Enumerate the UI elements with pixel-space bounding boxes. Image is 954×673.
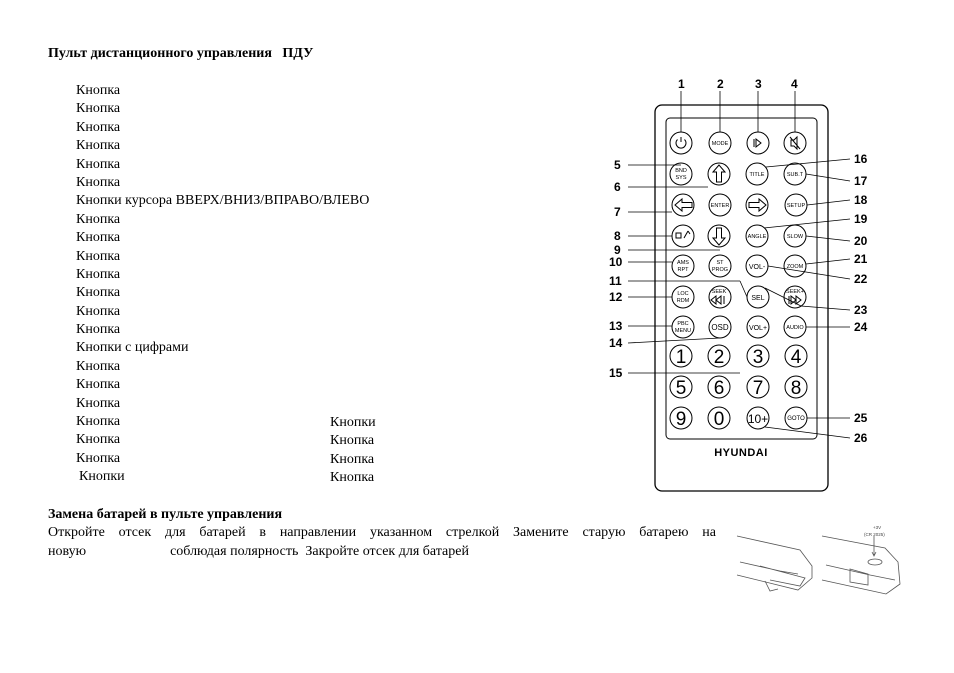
rpt-label: RPT: [677, 267, 689, 273]
callout-11: 11: [609, 274, 622, 288]
ams-rpt-button: [672, 255, 694, 277]
brand-logo: HYUNDAI: [714, 447, 768, 459]
list-item: Кнопка: [76, 432, 121, 448]
callout-15: 15: [609, 366, 623, 380]
digit-2-label: 2: [713, 347, 725, 368]
list-item: Кнопка: [76, 156, 121, 172]
callout-16: 16: [854, 152, 868, 166]
digit-3-label: 3: [752, 347, 764, 368]
battery-instructions-line-2: новую соблюдая полярность Закройте отсек для батарей: [48, 544, 469, 559]
instruction-word: стрелкой: [445, 525, 500, 540]
page-title: Пульт дистанционного управления ПДУ: [48, 46, 314, 61]
digit-0-label: 0: [713, 409, 725, 430]
pbc-label: PBC: [677, 321, 689, 327]
loc-label: LOC: [677, 291, 689, 297]
battery-illustration: [730, 520, 910, 600]
callout-5: 5: [614, 158, 621, 172]
instruction-word: для: [165, 525, 186, 540]
digit-1-label: 1: [675, 347, 687, 368]
rdm-label: RDM: [676, 298, 690, 304]
callout-21: 21: [854, 252, 868, 266]
callout-1: 1: [678, 77, 685, 91]
power-button: [670, 132, 692, 154]
list-item: Кнопка: [76, 101, 121, 117]
zoom-label: ZOOM: [786, 264, 804, 270]
battery-instructions-line-1: [48, 525, 716, 541]
list-item: Кнопки: [79, 469, 125, 485]
digit-7-label: 7: [752, 378, 764, 399]
menu-label: MENU: [674, 328, 692, 334]
mode-label: MODE: [711, 141, 729, 147]
digit-4-label: 4: [790, 347, 802, 368]
vol-minus-label: VOL-: [748, 264, 766, 271]
instruction-word: направлении: [279, 525, 357, 540]
list-item: Кнопка: [76, 119, 121, 135]
stop-return-button: [672, 225, 694, 247]
callout-14: 14: [609, 336, 623, 350]
list-item: Кнопка: [76, 322, 121, 338]
subt-label: SUB.T: [786, 172, 804, 178]
ams-label: AMS: [677, 260, 689, 266]
callout-26: 26: [854, 431, 868, 445]
instruction-word: старую: [582, 525, 626, 540]
callout-24: 24: [854, 320, 868, 334]
instruction-word: Откройте: [48, 525, 105, 540]
list-item: Кнопки с цифрами: [76, 340, 189, 356]
ten-plus-label: 10+: [747, 412, 769, 426]
callout-13: 13: [609, 319, 623, 333]
digit-9-label: 9: [675, 409, 687, 430]
title-label: TITLE: [749, 172, 765, 178]
slow-label: SLOW: [786, 234, 804, 240]
battery-coin-icon: [868, 559, 882, 565]
callout-23: 23: [854, 303, 868, 317]
digit-6-label: 6: [713, 378, 725, 399]
callout-20: 20: [854, 234, 868, 248]
remote-control-diagram: [600, 70, 900, 500]
instruction-word: указанном: [369, 525, 433, 540]
enter-label: ENTER: [710, 203, 730, 209]
list-item: Кнопка: [76, 450, 121, 466]
callout-6: 6: [614, 180, 621, 194]
instruction-word: Замените: [513, 525, 569, 540]
button-list-second-column: [330, 414, 376, 488]
vol-plus-label: VOL+: [748, 325, 768, 332]
battery-model-label: (CR 2025): [864, 532, 885, 537]
st-label: ST: [716, 260, 724, 266]
callout-9: 9: [614, 243, 621, 257]
list-item: Кнопка: [76, 414, 121, 430]
list-item: Кнопка: [76, 83, 121, 98]
digit-8-label: 8: [790, 378, 802, 399]
angle-label: ANGLE: [747, 234, 767, 240]
instruction-word: батарею: [639, 525, 689, 540]
prog-label: PROG: [711, 267, 729, 273]
list-item-second-column: Кнопка: [330, 433, 375, 449]
loc-rdm-button: [672, 286, 694, 308]
goto-label: GOTO: [787, 416, 805, 422]
bnd-label: BND: [675, 168, 687, 174]
instruction-word: в: [259, 525, 266, 540]
list-item: Кнопки курсора ВВЕРХ/ВНИЗ/ВПРАВО/ВЛЕВО: [76, 193, 370, 209]
list-item: Кнопка: [76, 285, 121, 301]
list-item: Кнопка: [76, 248, 121, 264]
instruction-word: на: [702, 525, 716, 540]
callout-25: 25: [854, 411, 868, 425]
list-item: Кнопка: [76, 138, 121, 154]
callout-12: 12: [609, 290, 623, 304]
list-item: Кнопка: [76, 358, 121, 374]
instruction-word: батарей: [199, 525, 246, 540]
remote-sketch-left: [737, 536, 812, 590]
st-prog-button: [709, 255, 731, 277]
seek-plus-label: SEEK+: [786, 289, 804, 295]
pbc-menu-button: [672, 316, 694, 338]
remote-sketch-right: [822, 536, 900, 594]
list-item: Кнопка: [76, 395, 121, 411]
list-item: Кнопка: [76, 377, 121, 393]
callout-10: 10: [609, 255, 623, 269]
list-item-second-column: Кнопка: [330, 451, 375, 467]
osd-label: OSD: [711, 323, 729, 332]
callout-7: 7: [614, 205, 621, 219]
list-item: Кнопка: [76, 211, 121, 227]
audio-label: AUDIO: [786, 325, 804, 331]
list-item: Кнопка: [76, 230, 121, 246]
callout-4: 4: [791, 77, 798, 91]
list-item: Кнопка: [76, 174, 121, 190]
list-item: Кнопка: [76, 303, 121, 319]
play-pause-button: [747, 132, 769, 154]
seek-minus-label: SEEK: [711, 289, 727, 295]
callout-19: 19: [854, 212, 868, 226]
battery-voltage-label: +3V: [873, 525, 882, 530]
instruction-word: отсек: [118, 525, 152, 540]
digit-5-label: 5: [675, 378, 687, 399]
button-list: [76, 82, 369, 487]
list-item-second-column: Кнопки: [330, 415, 376, 430]
sys-label: SYS: [675, 175, 687, 181]
list-item: Кнопка: [76, 266, 121, 282]
sel-label: SEL: [751, 295, 765, 302]
bnd-sys-button: [670, 163, 692, 185]
callout-17: 17: [854, 174, 868, 188]
callout-3: 3: [755, 77, 762, 91]
setup-label: SETUP: [786, 203, 806, 209]
callout-2: 2: [717, 77, 724, 91]
list-item-second-column: Кнопка: [330, 470, 375, 486]
callout-22: 22: [854, 272, 868, 286]
callout-8: 8: [614, 229, 621, 243]
battery-section-title: Замена батарей в пульте управления: [48, 507, 283, 522]
callout-18: 18: [854, 193, 868, 207]
